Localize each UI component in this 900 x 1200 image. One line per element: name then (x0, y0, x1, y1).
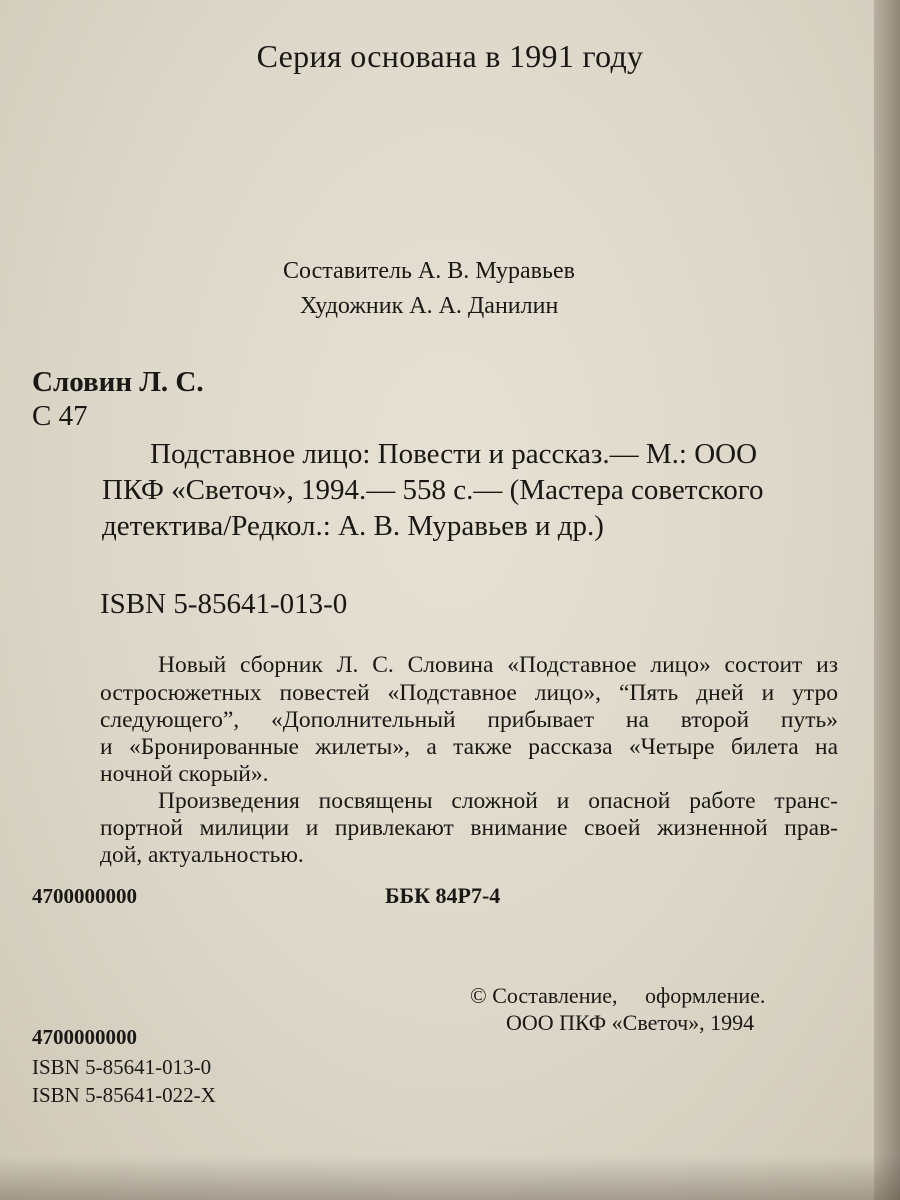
copyright-line: ООО ПКФ «Светоч», 1994 (506, 1010, 755, 1035)
page-right-edge-shadow (874, 0, 900, 1200)
product-code-top: 4700000000 (32, 884, 137, 908)
product-code-bottom: 4700000000 (32, 1025, 137, 1049)
annotation-line: следующего”, «Дополнительный прибывает на второй путь» (100, 707, 838, 733)
annotation-line: Новый сборник Л. С. Словина «Подставное лицо» состоит из (158, 652, 838, 678)
series-note: Серия основана в 1991 году (256, 38, 644, 74)
annotation-line: ночной скорый». (100, 761, 269, 787)
isbn-line: ISBN 5-85641-022-X (32, 1083, 216, 1107)
artist-credit: Художник А. А. Данилин (300, 293, 559, 319)
compiler-credit: Составитель А. В. Муравьев (283, 258, 575, 284)
bibliographic-description-line: детектива/Редкол.: А. В. Муравьев и др.) (102, 510, 604, 542)
annotation-line: Произведения посвящены сложной и опасной работе транс- (158, 788, 838, 814)
isbn-main: ISBN 5-85641-013-0 (100, 588, 348, 620)
catalog-code: С 47 (32, 400, 88, 432)
author-heading: Словин Л. С. (32, 366, 204, 398)
annotation-line: и «Бронированные жилеты», а также рассказа «Четыре билета на (100, 734, 838, 760)
bbk-classification: ББК 84Р7-4 (385, 883, 501, 908)
bibliographic-description-line: ПКФ «Светоч», 1994.— 558 с.— (Мастера советского (102, 474, 764, 506)
annotation-line: портной милиции и привлекают внимание своей жизненной прав- (100, 815, 838, 841)
annotation-line: дой, актуальностью. (100, 842, 304, 868)
page-bottom-edge-shadow (0, 1156, 900, 1200)
annotation-line: остросюжетных повестей «Подставное лицо», “Пять дней и утро (100, 680, 838, 706)
copyright-line: © Составление, оформление. (470, 983, 766, 1008)
isbn-line: ISBN 5-85641-013-0 (32, 1055, 212, 1079)
bibliographic-description-line: Подставное лицо: Повести и рассказ.— М.: ООО (150, 438, 758, 470)
